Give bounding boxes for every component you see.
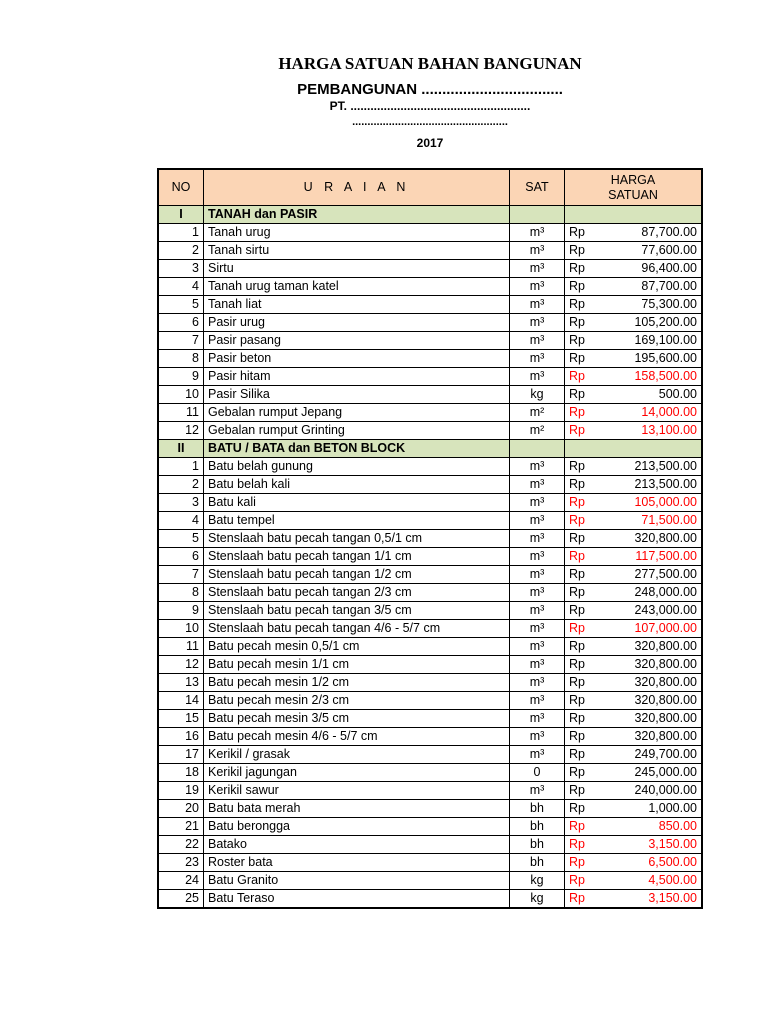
item-price: 77,600.00 xyxy=(599,242,702,260)
item-number: 12 xyxy=(158,422,204,440)
item-price: 320,800.00 xyxy=(599,710,702,728)
item-currency: Rp xyxy=(565,242,600,260)
item-currency: Rp xyxy=(565,854,600,872)
item-unit: m³ xyxy=(510,674,565,692)
item-number: 6 xyxy=(158,548,204,566)
item-name: Batu pecah mesin 2/3 cm xyxy=(204,692,510,710)
item-currency: Rp xyxy=(565,548,600,566)
item-unit: m³ xyxy=(510,548,565,566)
item-price: 195,600.00 xyxy=(599,350,702,368)
table-body xyxy=(158,206,702,909)
item-price: 1,000.00 xyxy=(599,800,702,818)
item-unit: m² xyxy=(510,404,565,422)
item-currency: Rp xyxy=(565,818,600,836)
item-price: 14,000.00 xyxy=(599,404,702,422)
item-name: Batu Granito xyxy=(204,872,510,890)
item-currency: Rp xyxy=(565,368,600,386)
item-name: Tanah urug xyxy=(204,224,510,242)
item-unit: m³ xyxy=(510,566,565,584)
item-number: 22 xyxy=(158,836,204,854)
item-unit: m³ xyxy=(510,584,565,602)
item-number: 4 xyxy=(158,512,204,530)
item-number: 16 xyxy=(158,728,204,746)
table-row xyxy=(158,404,702,422)
table-row xyxy=(158,602,702,620)
item-unit: m³ xyxy=(510,314,565,332)
item-unit: bh xyxy=(510,836,565,854)
item-price: 158,500.00 xyxy=(599,368,702,386)
item-number: 17 xyxy=(158,746,204,764)
item-name: Pasir urug xyxy=(204,314,510,332)
col-uraian-header: U R A I A N xyxy=(204,169,510,206)
item-name: Tanah sirtu xyxy=(204,242,510,260)
item-price: 117,500.00 xyxy=(599,548,702,566)
item-number: 7 xyxy=(158,332,204,350)
section-row xyxy=(158,440,702,458)
item-price: 71,500.00 xyxy=(599,512,702,530)
item-currency: Rp xyxy=(565,260,600,278)
item-unit: m² xyxy=(510,422,565,440)
item-currency: Rp xyxy=(565,422,600,440)
item-name: Pasir pasang xyxy=(204,332,510,350)
item-price: 4,500.00 xyxy=(599,872,702,890)
table-row xyxy=(158,242,702,260)
item-name: Batu Teraso xyxy=(204,890,510,909)
col-sat-header: SAT xyxy=(510,169,565,206)
item-name: Stenslaah batu pecah tangan 1/2 cm xyxy=(204,566,510,584)
item-price: 169,100.00 xyxy=(599,332,702,350)
table-row xyxy=(158,620,702,638)
item-name: Batu belah gunung xyxy=(204,458,510,476)
item-unit: m³ xyxy=(510,728,565,746)
table-row xyxy=(158,422,702,440)
item-number: 24 xyxy=(158,872,204,890)
col-harga-header xyxy=(565,169,703,206)
item-unit: m³ xyxy=(510,350,565,368)
item-number: 8 xyxy=(158,350,204,368)
item-currency: Rp xyxy=(565,314,600,332)
item-currency: Rp xyxy=(565,638,600,656)
item-currency: Rp xyxy=(565,764,600,782)
item-unit: kg xyxy=(510,890,565,909)
item-currency: Rp xyxy=(565,386,600,404)
item-name: Batu pecah mesin 4/6 - 5/7 cm xyxy=(204,728,510,746)
item-name: Batu pecah mesin 1/1 cm xyxy=(204,656,510,674)
item-currency: Rp xyxy=(565,836,600,854)
item-name: Batu belah kali xyxy=(204,476,510,494)
item-price: 248,000.00 xyxy=(599,584,702,602)
item-number: 4 xyxy=(158,278,204,296)
item-unit: m³ xyxy=(510,278,565,296)
col-harga-label-2: SATUAN xyxy=(608,187,658,202)
item-number: 13 xyxy=(158,674,204,692)
item-currency: Rp xyxy=(565,746,600,764)
item-price: 213,500.00 xyxy=(599,476,702,494)
item-unit: m³ xyxy=(510,224,565,242)
item-number: 7 xyxy=(158,566,204,584)
item-price: 500.00 xyxy=(599,386,702,404)
table-row xyxy=(158,260,702,278)
item-unit: kg xyxy=(510,872,565,890)
item-price: 320,800.00 xyxy=(599,728,702,746)
item-number: 5 xyxy=(158,296,204,314)
table-row xyxy=(158,368,702,386)
table-row xyxy=(158,314,702,332)
item-price: 87,700.00 xyxy=(599,224,702,242)
item-unit: m³ xyxy=(510,638,565,656)
item-name: Stenslaah batu pecah tangan 1/1 cm xyxy=(204,548,510,566)
item-name: Batu pecah mesin 0,5/1 cm xyxy=(204,638,510,656)
item-currency: Rp xyxy=(565,710,600,728)
item-number: 3 xyxy=(158,494,204,512)
item-unit: bh xyxy=(510,800,565,818)
item-price: 850.00 xyxy=(599,818,702,836)
item-number: 23 xyxy=(158,854,204,872)
item-unit: m³ xyxy=(510,476,565,494)
item-currency: Rp xyxy=(565,782,600,800)
item-name: Pasir beton xyxy=(204,350,510,368)
item-currency: Rp xyxy=(565,728,600,746)
item-price: 96,400.00 xyxy=(599,260,702,278)
item-unit: m³ xyxy=(510,260,565,278)
item-currency: Rp xyxy=(565,584,600,602)
table-row xyxy=(158,764,702,782)
col-harga-label-1: HARGA xyxy=(610,172,656,187)
item-unit: 0 xyxy=(510,764,565,782)
item-currency: Rp xyxy=(565,872,600,890)
item-number: 11 xyxy=(158,404,204,422)
item-unit: bh xyxy=(510,854,565,872)
item-price: 320,800.00 xyxy=(599,692,702,710)
item-name: Batu pecah mesin 1/2 cm xyxy=(204,674,510,692)
item-name: Tanah liat xyxy=(204,296,510,314)
item-number: 8 xyxy=(158,584,204,602)
table-header-row xyxy=(158,169,702,206)
item-unit: bh xyxy=(510,818,565,836)
item-currency: Rp xyxy=(565,332,600,350)
company-line: PT. ...................................................... xyxy=(329,99,531,113)
item-unit: m³ xyxy=(510,530,565,548)
item-unit: m³ xyxy=(510,296,565,314)
item-unit: m³ xyxy=(510,602,565,620)
item-number: 2 xyxy=(158,476,204,494)
table-row xyxy=(158,548,702,566)
item-price: 320,800.00 xyxy=(599,638,702,656)
item-price: 320,800.00 xyxy=(599,530,702,548)
item-name: Stenslaah batu pecah tangan 3/5 cm xyxy=(204,602,510,620)
item-currency: Rp xyxy=(565,620,600,638)
item-name: Roster bata xyxy=(204,854,510,872)
item-price: 320,800.00 xyxy=(599,656,702,674)
item-name: Gebalan rumput Grinting xyxy=(204,422,510,440)
item-unit: m³ xyxy=(510,656,565,674)
item-currency: Rp xyxy=(565,404,600,422)
item-price: 3,150.00 xyxy=(599,836,702,854)
item-price: 13,100.00 xyxy=(599,422,702,440)
table-row xyxy=(158,692,702,710)
item-name: Kerikil jagungan xyxy=(204,764,510,782)
item-price: 87,700.00 xyxy=(599,278,702,296)
item-currency: Rp xyxy=(565,224,600,242)
item-number: 6 xyxy=(158,314,204,332)
item-currency: Rp xyxy=(565,800,600,818)
item-price: 75,300.00 xyxy=(599,296,702,314)
item-currency: Rp xyxy=(565,512,600,530)
item-name: Batu pecah mesin 3/5 cm xyxy=(204,710,510,728)
item-number: 2 xyxy=(158,242,204,260)
item-currency: Rp xyxy=(565,602,600,620)
item-number: 9 xyxy=(158,602,204,620)
item-unit: m³ xyxy=(510,620,565,638)
table-row xyxy=(158,530,702,548)
item-price: 240,000.00 xyxy=(599,782,702,800)
table-row xyxy=(158,350,702,368)
item-price: 3,150.00 xyxy=(599,890,702,909)
item-price: 243,000.00 xyxy=(599,602,702,620)
table-row xyxy=(158,494,702,512)
section-name: TANAH dan PASIR xyxy=(204,206,510,224)
item-number: 1 xyxy=(158,458,204,476)
item-number: 14 xyxy=(158,692,204,710)
item-number: 1 xyxy=(158,224,204,242)
item-currency: Rp xyxy=(565,530,600,548)
item-number: 15 xyxy=(158,710,204,728)
item-number: 10 xyxy=(158,386,204,404)
item-price: 105,000.00 xyxy=(599,494,702,512)
table-row xyxy=(158,872,702,890)
price-table xyxy=(157,168,703,909)
item-price: 320,800.00 xyxy=(599,674,702,692)
item-number: 9 xyxy=(158,368,204,386)
item-name: Pasir Silika xyxy=(204,386,510,404)
item-currency: Rp xyxy=(565,296,600,314)
item-unit: m³ xyxy=(510,332,565,350)
section-number: II xyxy=(158,440,204,458)
item-currency: Rp xyxy=(565,656,600,674)
table-row xyxy=(158,224,702,242)
item-name: Gebalan rumput Jepang xyxy=(204,404,510,422)
item-currency: Rp xyxy=(565,278,600,296)
item-name: Stenslaah batu pecah tangan 2/3 cm xyxy=(204,584,510,602)
item-number: 11 xyxy=(158,638,204,656)
item-number: 21 xyxy=(158,818,204,836)
item-price: 105,200.00 xyxy=(599,314,702,332)
section-price-empty xyxy=(599,440,702,458)
item-number: 3 xyxy=(158,260,204,278)
table-row xyxy=(158,638,702,656)
section-price-empty xyxy=(599,206,702,224)
item-currency: Rp xyxy=(565,494,600,512)
item-name: Batu berongga xyxy=(204,818,510,836)
section-name: BATU / BATA dan BETON BLOCK xyxy=(204,440,510,458)
item-number: 18 xyxy=(158,764,204,782)
item-price: 249,700.00 xyxy=(599,746,702,764)
item-number: 10 xyxy=(158,620,204,638)
year-label: 2017 xyxy=(416,136,444,150)
table-row xyxy=(158,656,702,674)
table-row xyxy=(158,674,702,692)
item-name: Pasir hitam xyxy=(204,368,510,386)
item-number: 12 xyxy=(158,656,204,674)
item-name: Tanah urug taman katel xyxy=(204,278,510,296)
item-number: 19 xyxy=(158,782,204,800)
table-row xyxy=(158,800,702,818)
table-row xyxy=(158,836,702,854)
item-price: 107,000.00 xyxy=(599,620,702,638)
item-unit: kg xyxy=(510,386,565,404)
section-row xyxy=(158,206,702,224)
table-row xyxy=(158,386,702,404)
item-number: 20 xyxy=(158,800,204,818)
item-number: 5 xyxy=(158,530,204,548)
table-row xyxy=(158,278,702,296)
item-currency: Rp xyxy=(565,350,600,368)
item-price: 213,500.00 xyxy=(599,458,702,476)
item-currency: Rp xyxy=(565,458,600,476)
item-unit: m³ xyxy=(510,368,565,386)
item-unit: m³ xyxy=(510,746,565,764)
item-currency: Rp xyxy=(565,476,600,494)
table-row xyxy=(158,818,702,836)
table-row xyxy=(158,332,702,350)
item-price: 6,500.00 xyxy=(599,854,702,872)
section-sat-empty xyxy=(510,206,565,224)
table-row xyxy=(158,746,702,764)
table-row xyxy=(158,854,702,872)
document-title: HARGA SATUAN BAHAN BANGUNAN xyxy=(278,54,582,73)
item-name: Batu tempel xyxy=(204,512,510,530)
section-cur-empty xyxy=(565,440,600,458)
table-row xyxy=(158,584,702,602)
project-line: PEMBANGUNAN .................................. xyxy=(297,81,563,98)
item-currency: Rp xyxy=(565,890,600,909)
table-row xyxy=(158,512,702,530)
item-unit: m³ xyxy=(510,692,565,710)
section-number: I xyxy=(158,206,204,224)
item-unit: m³ xyxy=(510,494,565,512)
item-unit: m³ xyxy=(510,782,565,800)
section-cur-empty xyxy=(565,206,600,224)
location-line: ................................................... xyxy=(352,116,508,128)
item-price: 277,500.00 xyxy=(599,566,702,584)
item-name: Stenslaah batu pecah tangan 0,5/1 cm xyxy=(204,530,510,548)
item-name: Stenslaah batu pecah tangan 4/6 - 5/7 cm xyxy=(204,620,510,638)
item-name: Batako xyxy=(204,836,510,854)
item-unit: m³ xyxy=(510,458,565,476)
item-unit: m³ xyxy=(510,512,565,530)
item-name: Batu bata merah xyxy=(204,800,510,818)
item-number: 25 xyxy=(158,890,204,909)
section-sat-empty xyxy=(510,440,565,458)
table-row xyxy=(158,476,702,494)
item-name: Batu kali xyxy=(204,494,510,512)
item-name: Kerikil / grasak xyxy=(204,746,510,764)
item-currency: Rp xyxy=(565,692,600,710)
item-price: 245,000.00 xyxy=(599,764,702,782)
item-currency: Rp xyxy=(565,674,600,692)
table-row xyxy=(158,566,702,584)
item-currency: Rp xyxy=(565,566,600,584)
table-row xyxy=(158,296,702,314)
table-row xyxy=(158,728,702,746)
table-row xyxy=(158,710,702,728)
item-name: Kerikil sawur xyxy=(204,782,510,800)
item-name: Sirtu xyxy=(204,260,510,278)
item-unit: m³ xyxy=(510,242,565,260)
table-row xyxy=(158,458,702,476)
col-no-header: NO xyxy=(158,169,204,206)
table-row xyxy=(158,890,702,909)
item-unit: m³ xyxy=(510,710,565,728)
table-row xyxy=(158,782,702,800)
